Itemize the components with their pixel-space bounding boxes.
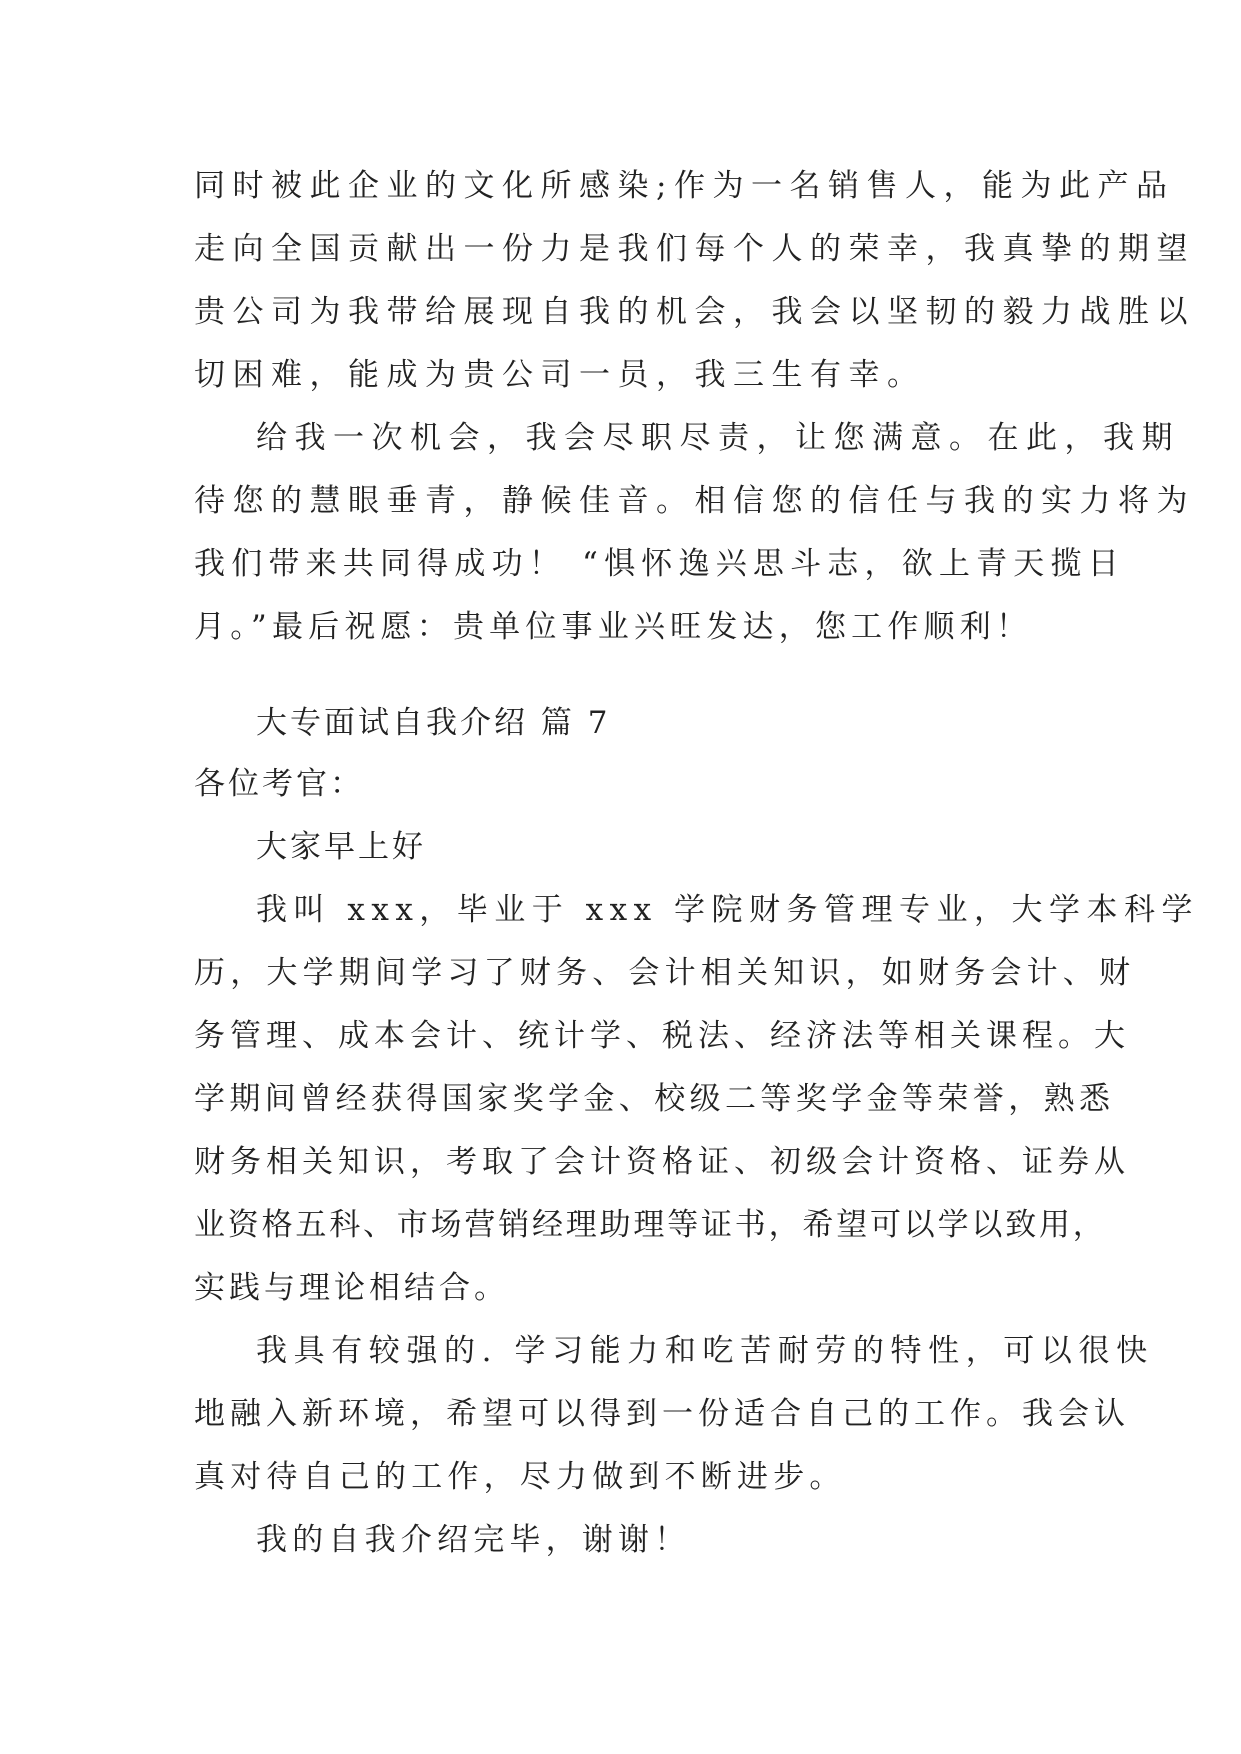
body-text-line: 待您的慧眼垂青，静候佳音。相信您的信任与我的实力将为 <box>194 483 1195 519</box>
body-text-line: 真对待自己的工作，尽力做到不断进步。 <box>194 1459 846 1495</box>
body-text-line: 给我一次机会，我会尽职尽责，让您满意。在此，我期 <box>256 420 1180 456</box>
body-text-line: 我们带来共同得成功！ “惧怀逸兴思斗志，欲上青天揽日 <box>194 546 1125 582</box>
body-text-line: 我具有较强的. 学习能力和吃苦耐劳的特性，可以很快 <box>256 1333 1154 1369</box>
salutation: 各位考官： <box>194 766 364 802</box>
closing-line: 我的自我介绍完毕，谢谢！ <box>256 1522 691 1558</box>
body-text-line: 我叫 xxx，毕业于 xxx 学院财务管理专业，大学本科学 <box>256 892 1199 928</box>
body-text-line: 实践与理论相结合。 <box>194 1270 509 1306</box>
body-text-line: 历，大学期间学习了财务、会计相关知识，如财务会计、财 <box>194 955 1136 991</box>
body-text-line: 业资格五科、市场营销经理助理等证书，希望可以学以致用， <box>194 1207 1107 1243</box>
body-text-line: 贵公司为我带给展现自我的机会，我会以坚韧的毅力战胜以 <box>194 294 1195 330</box>
greeting-line: 大家早上好 <box>256 829 426 865</box>
body-text-line: 月。”最后祝愿：贵单位事业兴旺发达，您工作顺利！ <box>194 609 1033 645</box>
section-heading: 大专面试自我介绍 篇 7 <box>256 705 611 741</box>
body-text-line: 财务相关知识，考取了会计资格证、初级会计资格、证券从 <box>194 1144 1130 1180</box>
body-text-line: 地融入新环境，希望可以得到一份适合自己的工作。我会认 <box>194 1396 1130 1432</box>
body-text-line: 同时被此企业的文化所感染;作为一名销售人，能为此产品 <box>194 168 1175 204</box>
body-text-line: 学期间曾经获得国家奖学金、校级二等奖学金等荣誉，熟悉 <box>194 1081 1115 1117</box>
body-text-line: 走向全国贡献出一份力是我们每个人的荣幸，我真挚的期望 <box>194 231 1195 267</box>
body-text-line: 切困难，能成为贵公司一员，我三生有幸。 <box>194 357 926 393</box>
body-text-line: 务管理、成本会计、统计学、税法、经济法等相关课程。大 <box>194 1018 1130 1054</box>
